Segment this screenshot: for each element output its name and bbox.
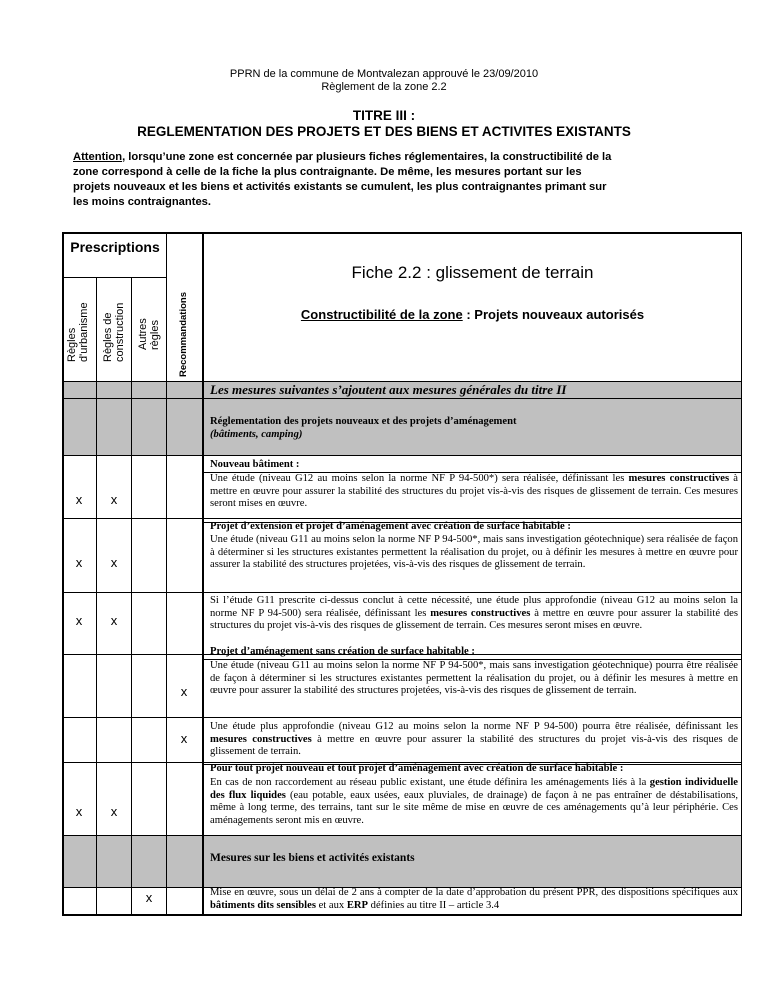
title-line1: TITRE III : [352, 108, 416, 123]
row7-mark-autres: x [145, 890, 153, 905]
sans-creation-heading: Projet d’aménagement sans création de surface habitable : [210, 646, 475, 657]
nouveau-batiment-heading: Nouveau bâtiment : [210, 459, 300, 470]
attention-line4: les moins contraignantes. [73, 196, 212, 208]
constructibilite [203, 307, 742, 323]
regulation-table [62, 232, 742, 916]
row2-mark-urbanisme: x [75, 555, 83, 570]
row3-text: Si l’étude G11 prescrite ci-dessus conclut à cette nécessité, une étude plus approfondie (niveau G12 au moins selon la norme NF P 94-500) sera réalisée, définissant les mesures constructives à mettre en œuvre pour assurer la stabilité des structures du projet vis-à-vis des risques de glissement de terrain. Ces mesures seront mises en œuvre. [210, 595, 738, 631]
row6-mark-construction: x [110, 804, 118, 819]
extension-heading: Projet d’extension et projet d’aménagement avec création de surface habitable : [210, 521, 571, 532]
attention-word: Attention [73, 151, 123, 163]
row3-mark-urbanisme: x [75, 613, 83, 628]
col-regles-urbanisme: Règles d'urbanisme [66, 302, 90, 362]
row2-text: Une étude (niveau G11 au moins selon la norme NF P 94-500*, mais sans investigation géotechnique) sera réalisée de façon à déterminer si les structures existantes permettent la réalisation du projet, ou à définir les mesures à mettre en œuvre pour assurer la stabilité des structures projetées, vis-à-vis des risques de glissement de terrain. [210, 534, 738, 570]
constructibilite-label: Constructibilité de la zone [300, 307, 463, 322]
row6-mark-urbanisme: x [75, 804, 83, 819]
col-recommandations: Recommandations [178, 292, 189, 377]
row1-mark-urbanisme: x [75, 492, 83, 507]
row7-text: Mise en œuvre, sous un délai de 2 ans à compter de la date d’approbation du présent PPR, des dispositions spécifiques aux bâtiments dits sensibles et aux ERP définies au titre II – article 3.4 [210, 887, 738, 911]
row5-text: Une étude plus approfondie (niveau G12 au moins selon la norme NF P 94-500) pourra être réalisée, définissant les mesures constructives à mettre en œuvre pour assurer la stabilité des structures du projet vis-à-vis des risques de glissement de terrain. [210, 721, 738, 757]
tout-projet-heading: Pour tout projet nouveau et tout projet d’aménagement avec création de surface habitable : [210, 763, 624, 774]
row4-mark-recommandations: x [180, 684, 188, 699]
row6-text: En cas de non raccordement au réseau public existant, une étude définira les aménagements liés à la gestion individuelle des flux liquides (eau potable, eaux usées, eaux pluviales, de drainage) de façon à ne pas entraîner de déstabilisations, même à long terme, des terrains, tant sur le site même de mise en œuvre de ces aménagements qu’à leur périphérie. Ces aménagements seront mis en œuvre. [210, 777, 738, 826]
constructibilite-value: : Projets nouveaux autorisés [462, 307, 645, 322]
title-line2: REGLEMENTATION DES PROJETS ET DES BIENS ET ACTIVITES EXISTANTS [137, 124, 631, 139]
section2-title: Mesures sur les biens et activités existants [210, 852, 415, 864]
prescriptions-label: Prescriptions [70, 239, 160, 255]
fiche-title: Fiche 2.2 : glissement de terrain [351, 263, 594, 282]
row2-mark-construction: x [110, 555, 118, 570]
row5-mark-recommandations: x [180, 731, 188, 746]
row3-mark-construction: x [110, 613, 118, 628]
row1-text: Une étude (niveau G12 au moins selon la norme NF P 94-500*) sera réalisée, définissant les mesures constructives à mettre en œuvre pour assurer la stabilité des structures du projet vis-à-vis des risques de glissement de terrain. Ces mesures seront mises en œuvre. [210, 473, 738, 509]
col-autres-regles: Autres règles [137, 318, 161, 350]
mesures-suivantes: Les mesures suivantes s’ajoutent aux mesures générales du titre II [210, 382, 567, 397]
attention-line3: projets nouveaux et les biens et activités existants se cumulent, les plus contraignantes primant sur [73, 181, 607, 193]
doc-header-line2: Règlement de la zone 2.2 [321, 81, 447, 93]
row1-mark-construction: x [110, 492, 118, 507]
attention-paragraph [73, 150, 699, 210]
attention-line2: zone correspond à celle de la fiche la plus contraignante. De même, les mesures portant sur les [73, 166, 582, 178]
doc-header-line1: PPRN de la commune de Montvalezan approuvé le 23/09/2010 [229, 68, 539, 80]
col-regles-construction: Règles de construction [102, 302, 126, 362]
row4-text: Une étude (niveau G11 au moins selon la norme NF P 94-500*, mais sans investigation géotechnique) pourra être réalisée de façon à déterminer si les structures existantes permettent la réalisation du projet, ou à définir les mesures à mettre en œuvre pour assurer la stabilité des structures projetées, vis-à-vis des risques de glissement de terrain. [210, 660, 738, 696]
section1-title: Réglementation des projets nouveaux et des projets d’aménagement (bâtiments, camping) [210, 416, 517, 440]
attention-line1: , lorsqu’une zone est concernée par plusieurs fiches réglementaires, la constructibilité de la [122, 151, 612, 163]
